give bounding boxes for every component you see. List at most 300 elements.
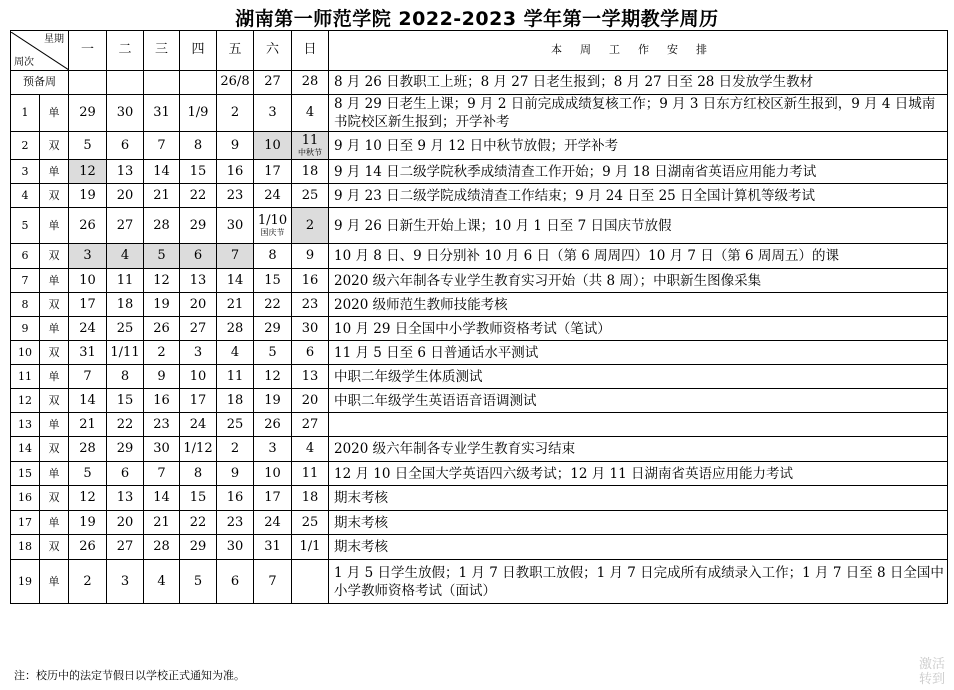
watermark-line: 激活 — [918, 656, 945, 672]
day-cell — [144, 160, 180, 184]
week-parity: 单 — [40, 317, 69, 341]
day-cell — [292, 244, 329, 269]
day-date: 24 — [79, 320, 96, 336]
day-date: 1/10 — [257, 212, 288, 228]
day-date: 1/11 — [110, 344, 140, 360]
day-cell — [144, 317, 180, 341]
day-date: 10 — [264, 137, 281, 153]
week-number: 14 — [11, 437, 40, 462]
week-arrangement: 8 月 29 日老生上课；9 月 2 日前完成成绩复核工作；9 月 3 日东方红校区新生报到，9 月 4 日城南书院校区新生报到；开学补考 — [329, 95, 948, 132]
day-cell — [180, 389, 217, 413]
day-date: 31 — [153, 105, 170, 121]
day-cell — [69, 486, 107, 511]
day-cell — [144, 293, 180, 317]
day-cell — [292, 365, 329, 389]
week-parity: 单 — [40, 462, 69, 486]
day-date: 26 — [153, 320, 170, 336]
week-parity: 单 — [40, 95, 69, 132]
day-cell — [180, 511, 217, 535]
day-date: 11 — [301, 132, 319, 148]
week-row — [11, 365, 948, 389]
day-date: 5 — [83, 137, 92, 153]
day-cell — [217, 462, 254, 486]
day-date: 11 — [116, 272, 134, 288]
week-arrangement: 9 月 14 日二级学院秋季成绩清查工作开始；9 月 18 日湖南省英语应用能力考试 — [329, 160, 948, 184]
day-date: 22 — [189, 187, 207, 203]
day-header: 二 — [107, 31, 144, 71]
day-date: 1/1 — [299, 539, 321, 555]
day-date: 26 — [79, 539, 96, 555]
day-date: 18 — [226, 392, 244, 408]
week-row — [11, 413, 948, 437]
day-cell — [254, 132, 292, 160]
day-cell — [254, 71, 292, 95]
day-date: 23 — [226, 187, 244, 203]
day-cell — [292, 486, 329, 511]
week-arrangement: 1 月 5 日学生放假；1 月 7 日教职工放假；1 月 7 日完成所有成绩录入工作；1 月 7 日至 8 日全国中小学教师资格考试（面试） — [329, 560, 948, 604]
week-parity: 双 — [40, 486, 69, 511]
day-cell — [180, 365, 217, 389]
day-cell — [254, 244, 292, 269]
day-date: 19 — [79, 187, 96, 203]
week-number: 18 — [11, 535, 40, 560]
day-date: 19 — [153, 296, 170, 312]
day-date: 1/9 — [187, 105, 209, 121]
day-cell — [254, 389, 292, 413]
day-cell — [69, 71, 107, 95]
day-date: 19 — [79, 514, 96, 530]
day-date: 16 — [226, 163, 244, 179]
day-cell — [292, 160, 329, 184]
week-row — [11, 341, 948, 365]
day-cell — [107, 341, 144, 365]
day-cell — [144, 462, 180, 486]
week-arrangement: 2020 级六年制各专业学生教育实习开始（共 8 周）；中职新生图像采集 — [329, 269, 948, 293]
day-date: 15 — [264, 272, 281, 288]
day-cell — [292, 71, 329, 95]
week-row — [11, 486, 948, 511]
day-cell — [180, 269, 217, 293]
day-date: 7 — [157, 137, 166, 153]
day-cell — [144, 486, 180, 511]
day-date: 5 — [157, 248, 166, 264]
day-date: 29 — [79, 105, 96, 121]
day-cell — [292, 462, 329, 486]
day-date: 13 — [301, 368, 319, 384]
day-cell — [144, 132, 180, 160]
week-number: 17 — [11, 511, 40, 535]
day-cell — [144, 341, 180, 365]
day-date: 20 — [116, 514, 134, 530]
day-date: 16 — [226, 490, 244, 506]
week-number: 6 — [11, 244, 40, 269]
day-date: 18 — [301, 163, 319, 179]
day-cell — [144, 389, 180, 413]
day-cell — [217, 95, 254, 132]
day-cell — [292, 132, 329, 160]
day-cell — [69, 293, 107, 317]
day-cell — [254, 511, 292, 535]
day-cell — [180, 486, 217, 511]
day-date: 29 — [116, 441, 134, 457]
day-cell — [217, 486, 254, 511]
week-parity: 单 — [40, 208, 69, 244]
day-date: 7 — [268, 573, 277, 589]
day-cell — [217, 437, 254, 462]
day-date: 20 — [301, 392, 319, 408]
day-cell — [144, 511, 180, 535]
day-date: 20 — [189, 296, 207, 312]
day-cell — [144, 184, 180, 208]
day-cell — [292, 437, 329, 462]
day-date: 17 — [264, 163, 281, 179]
day-date: 26/8 — [220, 74, 250, 90]
week-parity: 双 — [40, 437, 69, 462]
day-date: 3 — [120, 573, 130, 589]
week-parity: 单 — [40, 160, 69, 184]
day-date: 22 — [116, 416, 134, 432]
day-cell — [217, 293, 254, 317]
day-date: 18 — [301, 490, 319, 506]
day-cell — [180, 244, 217, 269]
day-cell — [107, 184, 144, 208]
day-cell — [217, 535, 254, 560]
day-cell — [254, 341, 292, 365]
day-header: 五 — [217, 31, 254, 71]
week-number: 11 — [11, 365, 40, 389]
week-arrangement: 9 月 10 日至 9 月 12 日中秋节放假；开学补考 — [329, 132, 948, 160]
day-date: 3 — [268, 441, 277, 457]
day-cell — [69, 462, 107, 486]
day-cell — [107, 486, 144, 511]
day-date: 26 — [79, 217, 96, 233]
day-date: 6 — [305, 344, 315, 360]
day-cell — [254, 437, 292, 462]
day-cell — [254, 413, 292, 437]
weekday-axis-label: 星期 — [44, 33, 64, 45]
week-parity: 单 — [40, 365, 69, 389]
week-number: 7 — [11, 269, 40, 293]
day-cell — [144, 437, 180, 462]
week-row — [11, 244, 948, 269]
day-cell — [254, 486, 292, 511]
day-date: 30 — [153, 441, 170, 457]
day-cell — [69, 132, 107, 160]
day-date: 12 — [79, 163, 96, 179]
day-date: 6 — [230, 573, 240, 589]
day-cell — [107, 511, 144, 535]
day-date: 2 — [230, 441, 240, 457]
day-date: 1/12 — [183, 441, 213, 457]
footnote: 注：校历中的法定节假日以学校正式通知为准。 — [14, 669, 245, 682]
day-cell — [180, 95, 217, 132]
day-date: 14 — [153, 490, 170, 506]
day-date: 6 — [120, 137, 130, 153]
watermark-line: 转到 — [918, 672, 945, 688]
day-cell — [107, 535, 144, 560]
week-row — [11, 389, 948, 413]
day-cell — [107, 95, 144, 132]
day-cell — [254, 184, 292, 208]
day-date: 24 — [264, 514, 281, 530]
day-date: 27 — [264, 74, 281, 90]
day-date: 11 — [301, 465, 319, 481]
day-cell — [217, 244, 254, 269]
day-date: 17 — [264, 490, 281, 506]
day-date: 13 — [116, 490, 134, 506]
day-date: 4 — [157, 573, 166, 589]
day-date: 5 — [193, 573, 203, 589]
day-date: 13 — [116, 163, 134, 179]
day-date: 12 — [79, 490, 96, 506]
day-cell — [217, 365, 254, 389]
day-cell — [69, 317, 107, 341]
day-cell — [180, 341, 217, 365]
day-cell — [107, 208, 144, 244]
day-date: 2 — [157, 344, 166, 360]
day-cell — [107, 269, 144, 293]
day-cell — [180, 184, 217, 208]
day-date: 9 — [230, 137, 240, 153]
day-date: 24 — [189, 416, 207, 432]
week-row — [11, 132, 948, 160]
week-row — [11, 269, 948, 293]
week-number: 13 — [11, 413, 40, 437]
day-date: 29 — [264, 320, 281, 336]
day-date: 17 — [79, 296, 96, 312]
day-cell — [69, 160, 107, 184]
day-header: 三 — [144, 31, 180, 71]
day-cell — [69, 365, 107, 389]
week-parity: 单 — [40, 413, 69, 437]
day-cell — [217, 341, 254, 365]
day-cell — [69, 244, 107, 269]
day-date: 27 — [189, 320, 207, 336]
day-cell — [292, 293, 329, 317]
day-date: 14 — [153, 163, 170, 179]
week-row — [11, 71, 948, 95]
week-parity: 单 — [40, 560, 69, 604]
week-row — [11, 511, 948, 535]
day-date: 13 — [189, 272, 207, 288]
day-date: 29 — [189, 539, 207, 555]
day-cell — [292, 535, 329, 560]
day-date: 28 — [153, 217, 170, 233]
day-date: 26 — [264, 416, 281, 432]
day-date: 9 — [157, 368, 166, 384]
day-cell — [217, 208, 254, 244]
day-date: 2 — [230, 105, 240, 121]
week-parity: 双 — [40, 293, 69, 317]
week-number: 16 — [11, 486, 40, 511]
day-date: 6 — [120, 465, 130, 481]
day-cell — [69, 95, 107, 132]
day-date: 21 — [226, 296, 244, 312]
week-number: 3 — [11, 160, 40, 184]
day-cell — [69, 184, 107, 208]
day-date: 31 — [264, 539, 281, 555]
day-cell — [180, 462, 217, 486]
day-cell — [292, 317, 329, 341]
day-date: 4 — [120, 248, 130, 264]
day-cell — [254, 317, 292, 341]
day-cell — [107, 132, 144, 160]
week-number: 4 — [11, 184, 40, 208]
week-row — [11, 437, 948, 462]
day-date: 9 — [230, 465, 240, 481]
day-cell — [180, 132, 217, 160]
day-cell — [69, 269, 107, 293]
day-date: 10 — [264, 465, 281, 481]
day-cell — [254, 365, 292, 389]
week-arrangement: 12 月 10 日全国大学英语四六级考试；12 月 11 日湖南省英语应用能力考试 — [329, 462, 948, 486]
day-cell — [180, 413, 217, 437]
day-cell — [217, 560, 254, 604]
day-date: 19 — [264, 392, 281, 408]
week-number: 2 — [11, 132, 40, 160]
day-date: 8 — [268, 248, 277, 264]
day-date: 3 — [193, 344, 203, 360]
day-cell — [254, 269, 292, 293]
day-cell — [180, 560, 217, 604]
day-date: 3 — [268, 105, 277, 121]
day-date: 28 — [79, 441, 96, 457]
day-date: 18 — [116, 296, 134, 312]
day-cell — [144, 560, 180, 604]
week-arrangement: 中职二年级学生体质测试 — [329, 365, 948, 389]
week-parity: 单 — [40, 511, 69, 535]
day-date: 20 — [116, 187, 134, 203]
day-date: 10 — [79, 272, 96, 288]
week-row — [11, 535, 948, 560]
day-date: 24 — [264, 187, 281, 203]
day-cell — [254, 208, 292, 244]
day-date: 22 — [189, 514, 207, 530]
day-cell — [292, 560, 329, 604]
week-parity: 双 — [40, 244, 69, 269]
day-cell — [254, 293, 292, 317]
day-header: 四 — [180, 31, 217, 71]
day-date: 6 — [193, 248, 203, 264]
day-date: 5 — [268, 344, 277, 360]
day-cell — [254, 535, 292, 560]
day-cell — [107, 244, 144, 269]
day-cell — [217, 511, 254, 535]
week-arrangement: 期末考核 — [329, 535, 948, 560]
day-cell — [254, 462, 292, 486]
day-date: 11 — [226, 368, 244, 384]
day-date: 21 — [79, 416, 96, 432]
holiday-label: 中秋节 — [298, 148, 322, 158]
day-cell — [254, 560, 292, 604]
week-number: 19 — [11, 560, 40, 604]
day-header: 日 — [292, 31, 329, 71]
day-cell — [107, 462, 144, 486]
day-cell — [107, 413, 144, 437]
week-arrangement: 9 月 26 日新生开始上课；10 月 1 日至 7 日国庆节放假 — [329, 208, 948, 244]
week-arrangement: 8 月 26 日教职工上班；8 月 27 日老生报到；8 月 27 日至 28 日发放学生教材 — [329, 71, 948, 95]
day-cell — [107, 317, 144, 341]
day-cell — [180, 437, 217, 462]
week-row — [11, 95, 948, 132]
week-number: 15 — [11, 462, 40, 486]
day-date: 9 — [305, 248, 315, 264]
day-cell — [144, 365, 180, 389]
day-cell — [69, 535, 107, 560]
day-date: 30 — [226, 217, 244, 233]
day-cell — [107, 437, 144, 462]
week-number: 5 — [11, 208, 40, 244]
week-arrangement — [329, 413, 948, 437]
day-date: 10 — [189, 368, 207, 384]
day-date: 25 — [301, 187, 319, 203]
day-date: 4 — [230, 344, 240, 360]
page-title: 湖南第一师范学院 2022-2023 学年第一学期教学周历 — [235, 8, 719, 30]
day-cell — [180, 535, 217, 560]
day-cell — [69, 437, 107, 462]
day-date: 28 — [153, 539, 170, 555]
week-parity: 双 — [40, 184, 69, 208]
week-axis-label: 周次 — [14, 56, 34, 68]
day-cell — [69, 511, 107, 535]
day-date: 16 — [301, 272, 319, 288]
day-cell — [107, 71, 144, 95]
day-date: 16 — [153, 392, 170, 408]
day-date: 23 — [153, 416, 170, 432]
day-cell — [144, 71, 180, 95]
week-number: 预备周 — [11, 71, 69, 95]
day-date: 4 — [305, 441, 315, 457]
day-date: 21 — [153, 187, 170, 203]
day-cell — [69, 413, 107, 437]
day-date: 22 — [264, 296, 281, 312]
day-date: 25 — [301, 514, 319, 530]
day-date: 27 — [301, 416, 319, 432]
holiday-label: 国庆节 — [260, 228, 285, 238]
day-date: 28 — [226, 320, 244, 336]
week-parity: 双 — [40, 341, 69, 365]
day-cell — [292, 95, 329, 132]
day-cell — [69, 560, 107, 604]
day-date: 25 — [226, 416, 244, 432]
day-date: 17 — [189, 392, 207, 408]
day-cell — [144, 413, 180, 437]
day-date: 15 — [189, 490, 207, 506]
day-date: 15 — [116, 392, 134, 408]
day-header: 六 — [254, 31, 292, 71]
week-row — [11, 208, 948, 244]
week-arrangement: 期末考核 — [329, 486, 948, 511]
day-cell — [254, 160, 292, 184]
day-cell — [292, 413, 329, 437]
week-arrangement: 期末考核 — [329, 511, 948, 535]
day-cell — [69, 389, 107, 413]
day-cell — [217, 184, 254, 208]
day-cell — [69, 341, 107, 365]
day-date: 7 — [230, 248, 240, 264]
day-date: 8 — [120, 368, 130, 384]
corner-header — [11, 31, 69, 71]
watermark — [918, 657, 946, 688]
day-date: 4 — [305, 105, 315, 121]
calendar-body — [11, 71, 948, 604]
day-date: 2 — [83, 573, 92, 589]
week-number: 1 — [11, 95, 40, 132]
day-cell — [180, 71, 217, 95]
day-date: 30 — [301, 320, 319, 336]
day-cell — [217, 413, 254, 437]
day-date: 27 — [116, 217, 134, 233]
